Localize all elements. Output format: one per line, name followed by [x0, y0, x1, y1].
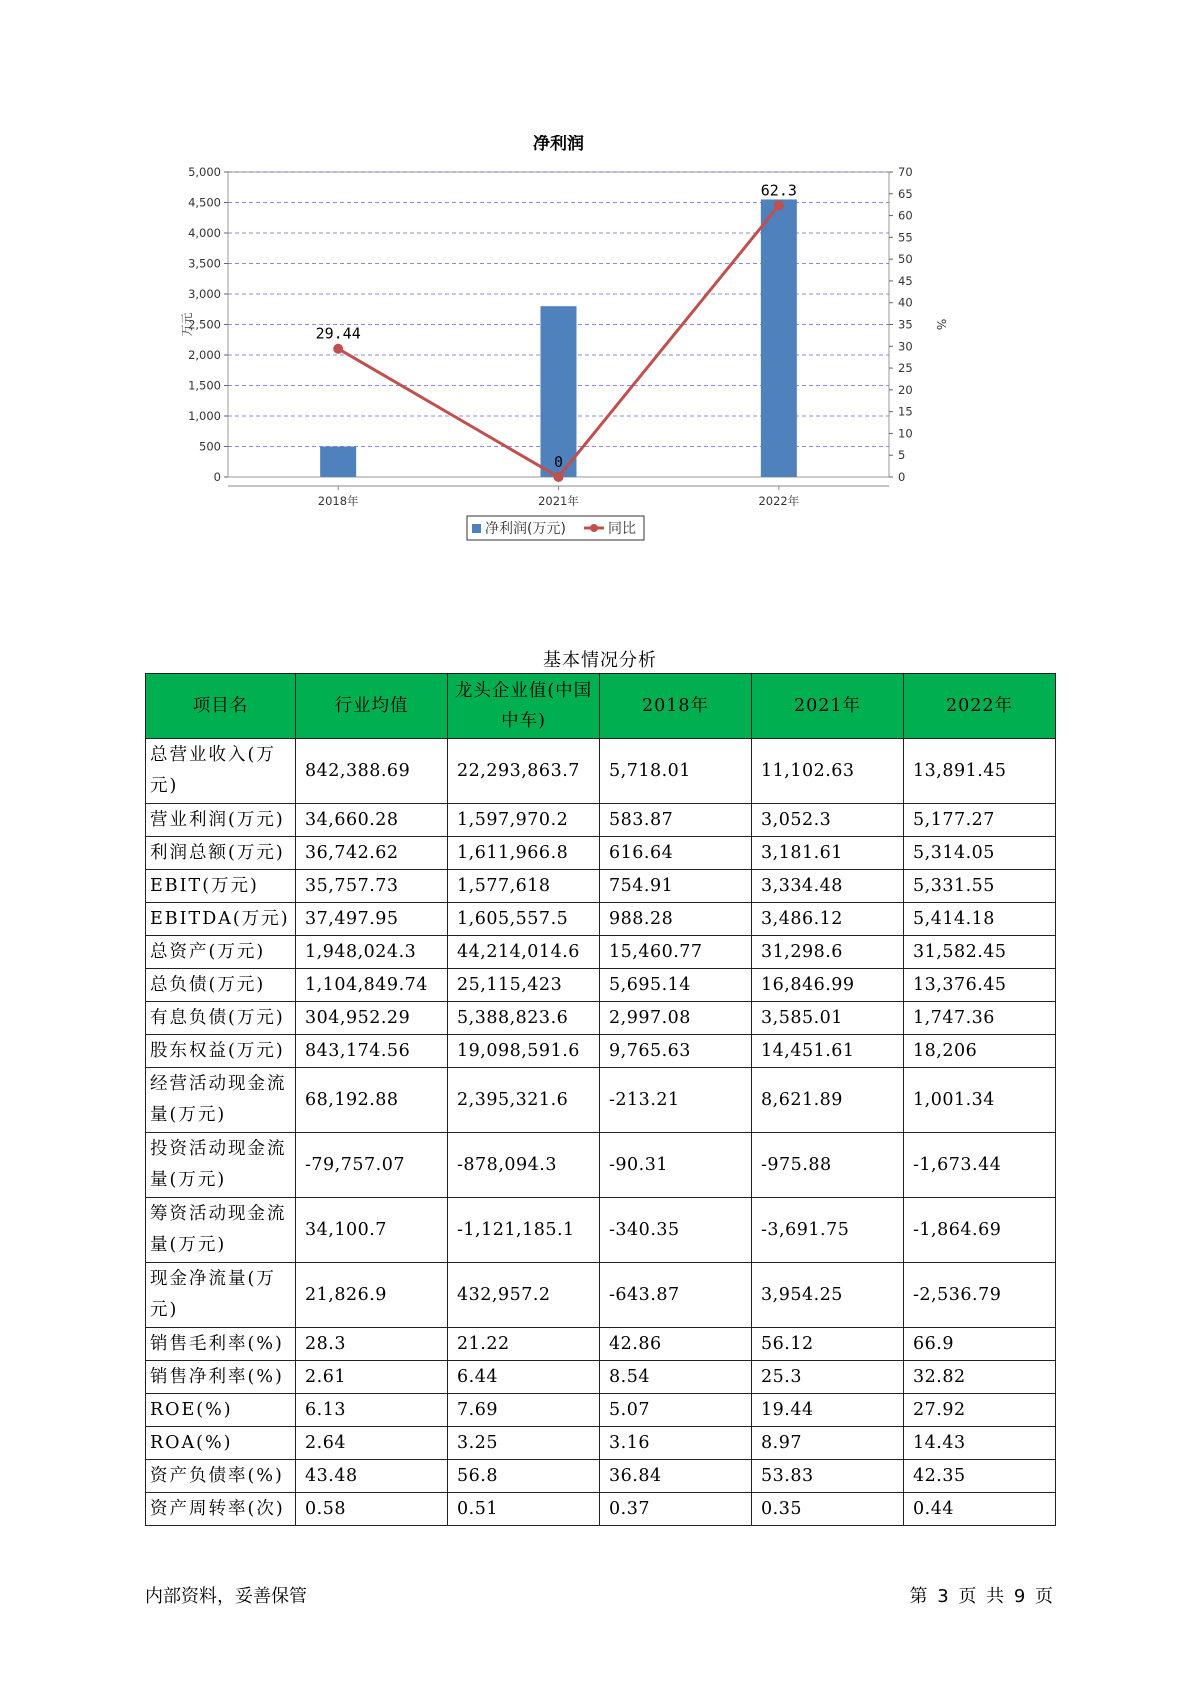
table-cell: 27.92 — [904, 1394, 1056, 1427]
table-cell: 1,605,557.5 — [448, 903, 600, 936]
table-cell: 9,765.63 — [600, 1035, 752, 1068]
y-axis-tick-label: 0 — [213, 470, 221, 484]
table-row — [146, 1427, 1056, 1460]
table-cell: 25,115,423 — [448, 969, 600, 1002]
legend-label-net-profit: 净利润(万元) — [485, 521, 566, 537]
column-header: 行业均值 — [296, 674, 448, 739]
table-cell: 68,192.88 — [296, 1068, 448, 1133]
table-cell: 32.82 — [904, 1361, 1056, 1394]
legend-bar-swatch — [472, 524, 481, 533]
table-cell: 1,597,970.2 — [448, 804, 600, 837]
column-header: 2022年 — [904, 674, 1056, 739]
table-cell: 3.16 — [600, 1427, 752, 1460]
y2-axis-tick-label: 20 — [898, 382, 913, 397]
table-cell: 754.91 — [600, 870, 752, 903]
row-label: 有息负债(万元) — [146, 1002, 296, 1035]
table-cell: 5,388,823.6 — [448, 1002, 600, 1035]
table-cell: 6.44 — [448, 1361, 600, 1394]
net-profit-chart — [180, 135, 1010, 595]
row-label: 股东权益(万元) — [146, 1035, 296, 1068]
y2-axis-tick-label: 55 — [898, 230, 913, 245]
table-cell: 1,001.34 — [904, 1068, 1056, 1133]
table-cell: 28.3 — [296, 1328, 448, 1361]
table-row — [146, 1035, 1056, 1068]
table-cell: 5,414.18 — [904, 903, 1056, 936]
y2-axis-label: % — [934, 318, 948, 331]
table-cell: 8.97 — [752, 1427, 904, 1460]
table-cell: 5,331.55 — [904, 870, 1056, 903]
table-row — [146, 1133, 1056, 1198]
table-cell: 16,846.99 — [752, 969, 904, 1002]
table-cell: 2.61 — [296, 1361, 448, 1394]
y2-axis-tick-label: 70 — [898, 165, 913, 179]
table-row — [146, 870, 1056, 903]
column-header: 2021年 — [752, 674, 904, 739]
table-cell: 21,826.9 — [296, 1263, 448, 1328]
table-cell: -1,864.69 — [904, 1198, 1056, 1263]
row-label: 资产负债率(%) — [146, 1460, 296, 1493]
yoy-point — [554, 472, 564, 482]
table-cell: 42.86 — [600, 1328, 752, 1361]
table-cell: 2,395,321.6 — [448, 1068, 600, 1133]
table-cell: 5,718.01 — [600, 739, 752, 804]
table-cell: 21.22 — [448, 1328, 600, 1361]
table-caption: 基本情况分析 — [543, 650, 657, 671]
table-row — [146, 837, 1056, 870]
row-label: 经营活动现金流量(万元) — [146, 1068, 296, 1133]
table-row — [146, 1263, 1056, 1328]
table-cell: 2.64 — [296, 1427, 448, 1460]
chart-svg — [180, 135, 1010, 595]
table-cell: 31,298.6 — [752, 936, 904, 969]
y-axis-tick-label: 1,000 — [188, 409, 221, 423]
x-axis-tick-label: 2022年 — [758, 494, 800, 508]
table-row — [146, 1460, 1056, 1493]
table-row — [146, 903, 1056, 936]
table-cell: 56.8 — [448, 1460, 600, 1493]
x-axis-tick-label: 2021年 — [538, 494, 579, 508]
row-label: 利润总额(万元) — [146, 837, 296, 870]
chart-title: 净利润 — [533, 135, 584, 154]
yoy-point — [333, 344, 343, 354]
table-cell: 3,486.12 — [752, 903, 904, 936]
table-cell: -878,094.3 — [448, 1133, 600, 1198]
table-cell: 13,376.45 — [904, 969, 1056, 1002]
table-cell: 36,742.62 — [296, 837, 448, 870]
y-axis-tick-label: 4,000 — [188, 226, 221, 240]
table-cell: 0.37 — [600, 1493, 752, 1526]
y2-axis-tick-label: 60 — [898, 208, 913, 223]
table-cell: 8.54 — [600, 1361, 752, 1394]
table-cell: 0.58 — [296, 1493, 448, 1526]
yoy-data-label: 62.3 — [760, 181, 797, 200]
table-cell: 34,660.28 — [296, 804, 448, 837]
table-cell: 2,997.08 — [600, 1002, 752, 1035]
table-cell: 31,582.45 — [904, 936, 1056, 969]
row-label: 营业利润(万元) — [146, 804, 296, 837]
table-cell: 1,948,024.3 — [296, 936, 448, 969]
table-cell: 66.9 — [904, 1328, 1056, 1361]
column-header: 2018年 — [600, 674, 752, 739]
table-cell: 15,460.77 — [600, 936, 752, 969]
table-cell: 304,952.29 — [296, 1002, 448, 1035]
table-cell: 1,611,966.8 — [448, 837, 600, 870]
y-axis-tick-label: 2,000 — [188, 348, 221, 362]
row-label: 总负债(万元) — [146, 969, 296, 1002]
y2-axis-tick-label: 15 — [898, 404, 913, 419]
table-cell: 36.84 — [600, 1460, 752, 1493]
table-cell: 5,177.27 — [904, 804, 1056, 837]
table-row — [146, 1002, 1056, 1035]
row-label: 筹资活动现金流量(万元) — [146, 1198, 296, 1263]
y2-axis-tick-label: 5 — [898, 448, 906, 463]
table-cell: 3,052.3 — [752, 804, 904, 837]
y2-axis-tick-label: 65 — [898, 186, 913, 201]
table-cell: -213.21 — [600, 1068, 752, 1133]
table-cell: 3,585.01 — [752, 1002, 904, 1035]
legend-line-marker — [590, 524, 598, 532]
table-cell: 5,314.05 — [904, 837, 1056, 870]
row-label: 总资产(万元) — [146, 936, 296, 969]
table-cell: 19.44 — [752, 1394, 904, 1427]
y-axis-label: 万元 — [180, 312, 194, 337]
y2-axis-tick-label: 25 — [898, 361, 913, 376]
y2-axis-tick-label: 10 — [898, 426, 913, 441]
table-cell: 42.35 — [904, 1460, 1056, 1493]
table-cell: 34,100.7 — [296, 1198, 448, 1263]
table-cell: 5,695.14 — [600, 969, 752, 1002]
table-cell: -1,121,185.1 — [448, 1198, 600, 1263]
table-cell: 6.13 — [296, 1394, 448, 1427]
yoy-data-label: 0 — [553, 453, 564, 471]
footer-page-number: 第 3 页 共 9 页 — [909, 1586, 1053, 1607]
row-label: 资产周转率(次) — [146, 1493, 296, 1526]
table-cell: -2,536.79 — [904, 1263, 1056, 1328]
table-cell: 37,497.95 — [296, 903, 448, 936]
table-cell: 43.48 — [296, 1460, 448, 1493]
legend-label-yoy: 同比 — [608, 521, 636, 537]
y2-axis-tick-label: 35 — [898, 317, 913, 332]
table-row — [146, 1493, 1056, 1526]
column-header: 项目名 — [146, 674, 296, 739]
table-cell: 0.44 — [904, 1493, 1056, 1526]
y2-axis-tick-label: 50 — [898, 252, 913, 267]
y-axis-tick-label: 4,500 — [188, 195, 221, 210]
table-row — [146, 1068, 1056, 1133]
row-label: 销售毛利率(%) — [146, 1328, 296, 1361]
table-cell: 0.35 — [752, 1493, 904, 1526]
table-cell: 988.28 — [600, 903, 752, 936]
table-cell: 13,891.45 — [904, 739, 1056, 804]
table-cell: 3,954.25 — [752, 1263, 904, 1328]
bar — [761, 199, 797, 477]
table-cell: 3,334.48 — [752, 870, 904, 903]
y2-axis-tick-label: 40 — [898, 295, 913, 310]
y-axis-tick-label: 5,000 — [188, 165, 221, 179]
table-cell: 5.07 — [600, 1394, 752, 1427]
table-cell: 19,098,591.6 — [448, 1035, 600, 1068]
row-label: 总营业收入(万元) — [146, 739, 296, 804]
basic-analysis-table — [145, 673, 1056, 1526]
table-cell: 432,957.2 — [448, 1263, 600, 1328]
table-cell: 3.25 — [448, 1427, 600, 1460]
table-cell: -1,673.44 — [904, 1133, 1056, 1198]
yoy-point — [774, 201, 784, 211]
row-label: ROE(%) — [146, 1394, 296, 1427]
y-axis-tick-label: 3,500 — [188, 256, 221, 271]
row-label: EBITDA(万元) — [146, 903, 296, 936]
table-cell: 616.64 — [600, 837, 752, 870]
x-axis-tick-label: 2018年 — [317, 494, 359, 508]
table-cell: 22,293,863.7 — [448, 739, 600, 804]
table-cell: -340.35 — [600, 1198, 752, 1263]
table-cell: 3,181.61 — [752, 837, 904, 870]
table-cell: 1,577,618 — [448, 870, 600, 903]
column-header: 龙头企业值(中国中车) — [448, 674, 600, 739]
table-cell: 8,621.89 — [752, 1068, 904, 1133]
table-cell: 35,757.73 — [296, 870, 448, 903]
table-cell: 56.12 — [752, 1328, 904, 1361]
row-label: EBIT(万元) — [146, 870, 296, 903]
row-label: 现金净流量(万元) — [146, 1263, 296, 1328]
table-row — [146, 1198, 1056, 1263]
table-cell: 53.83 — [752, 1460, 904, 1493]
table-row — [146, 936, 1056, 969]
table-cell: 18,206 — [904, 1035, 1056, 1068]
y-axis-tick-label: 1,500 — [188, 378, 221, 393]
table-cell: 583.87 — [600, 804, 752, 837]
table-cell: -3,691.75 — [752, 1198, 904, 1263]
table-cell: -643.87 — [600, 1263, 752, 1328]
table-header-row — [146, 674, 1056, 739]
table-row — [146, 1361, 1056, 1394]
y-axis-tick-label: 500 — [199, 439, 221, 454]
table-cell: 14,451.61 — [752, 1035, 904, 1068]
table-cell: 14.43 — [904, 1427, 1056, 1460]
y2-axis-tick-label: 30 — [898, 339, 913, 354]
table-row — [146, 1394, 1056, 1427]
table-cell: 1,104,849.74 — [296, 969, 448, 1002]
y-axis-tick-label: 2,500 — [188, 317, 221, 332]
y2-axis-tick-label: 45 — [898, 273, 913, 288]
y2-axis-tick-label: 0 — [898, 470, 906, 484]
table-cell: -90.31 — [600, 1133, 752, 1198]
y-axis-tick-label: 3,000 — [188, 287, 221, 301]
table-cell: 11,102.63 — [752, 739, 904, 804]
table-row — [146, 804, 1056, 837]
table-cell: 842,388.69 — [296, 739, 448, 804]
table-row — [146, 969, 1056, 1002]
table-cell: 7.69 — [448, 1394, 600, 1427]
row-label: 投资活动现金流量(万元) — [146, 1133, 296, 1198]
bar — [320, 447, 356, 478]
table-row — [146, 1328, 1056, 1361]
table-cell: -79,757.07 — [296, 1133, 448, 1198]
yoy-data-label: 29.44 — [315, 324, 361, 343]
table-row — [146, 739, 1056, 804]
table-cell: 0.51 — [448, 1493, 600, 1526]
table-cell: 1,747.36 — [904, 1002, 1056, 1035]
table-cell: 843,174.56 — [296, 1035, 448, 1068]
table-cell: 25.3 — [752, 1361, 904, 1394]
bar — [541, 306, 577, 477]
row-label: 销售净利率(%) — [146, 1361, 296, 1394]
row-label: ROA(%) — [146, 1427, 296, 1460]
footer-confidential-note: 内部资料，妥善保管 — [145, 1586, 307, 1607]
table-cell: -975.88 — [752, 1133, 904, 1198]
table-cell: 44,214,014.6 — [448, 936, 600, 969]
